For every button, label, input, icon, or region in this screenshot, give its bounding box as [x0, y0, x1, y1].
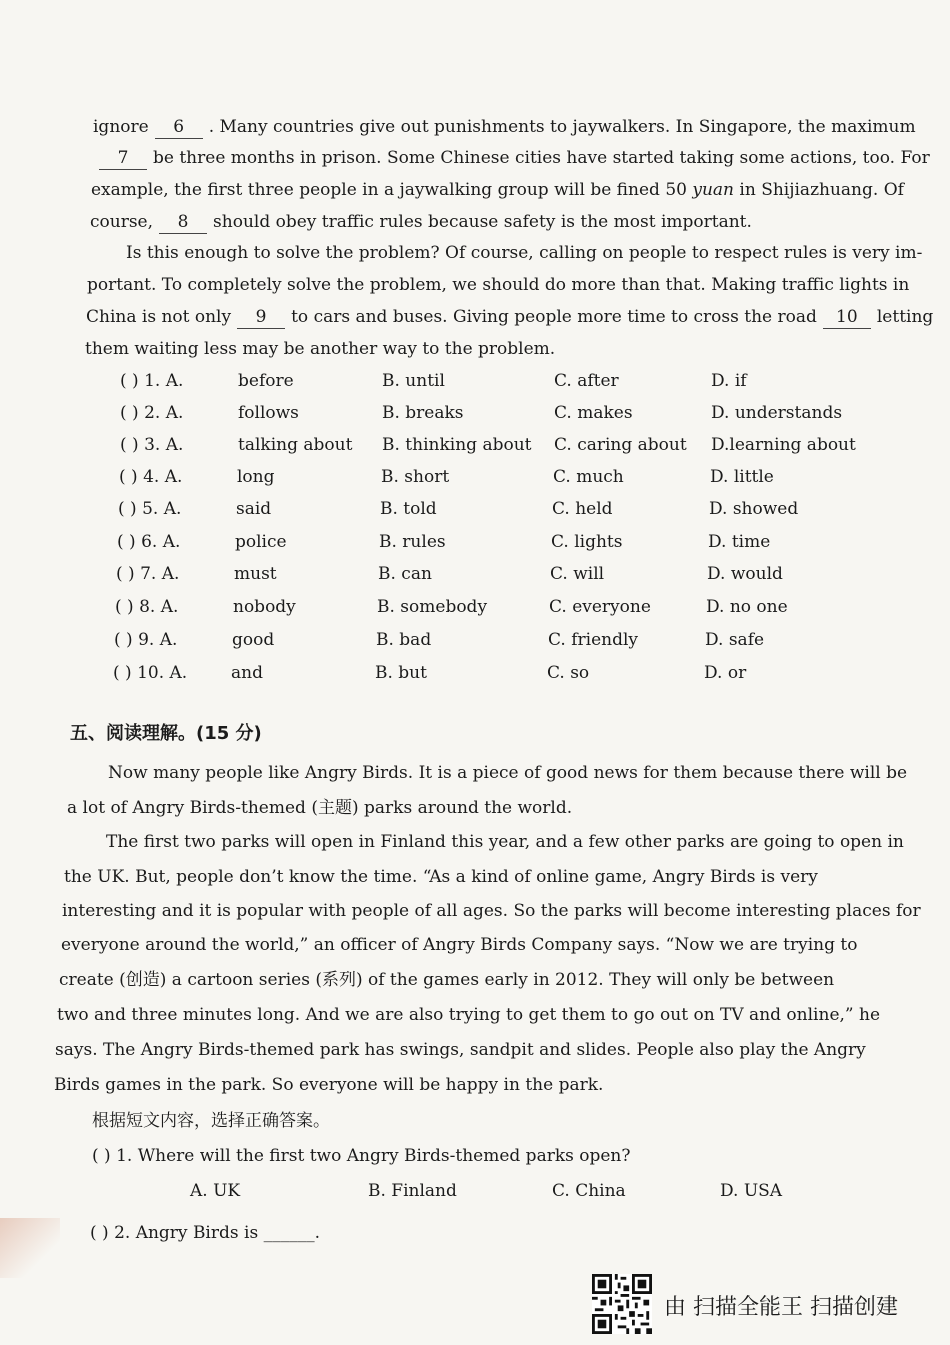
reading-line: interesting and it is popular with people of all ages. So the parks will become interesting places for — [62, 901, 921, 921]
option-row — [116, 564, 896, 588]
choice-d: D. understands — [711, 403, 843, 423]
choice-a: talking about — [238, 435, 353, 455]
question-number: ( ) 9. A. — [114, 630, 178, 650]
question-number: ( ) 7. A. — [116, 564, 180, 584]
choice-c: C. caring about — [554, 435, 687, 455]
choice-b: B. until — [382, 371, 445, 391]
text: ignore — [93, 117, 149, 137]
choice-d: D. if — [711, 371, 747, 391]
option-row — [119, 467, 899, 491]
blank-8: 8 — [159, 211, 207, 234]
option-row — [115, 597, 895, 621]
reading-line: Birds games in the park. So everyone will be happy in the park. — [54, 1075, 604, 1095]
passage-line-7 — [86, 306, 933, 329]
reading-line: the UK. But, people don’t know the time. “As a kind of online game, Angry Birds is very — [64, 867, 818, 887]
choice-d: D. safe — [705, 630, 765, 650]
choice-a: before — [238, 371, 294, 391]
choice-a: long — [237, 467, 275, 487]
scanner-watermark-text: 由 扫描全能王 扫描创建 — [664, 1295, 898, 1320]
choice-d: D. or — [704, 663, 747, 683]
choice-a: must — [234, 564, 277, 584]
text: China is not only — [86, 307, 232, 327]
option-row — [120, 371, 900, 395]
choice-a: nobody — [233, 597, 296, 617]
option-row — [118, 499, 898, 523]
choice-c: C. friendly — [548, 630, 638, 650]
choice-b: B. breaks — [382, 403, 464, 423]
text: should obey traffic rules because safety is the most important. — [213, 212, 752, 232]
option-row — [120, 435, 900, 459]
reading-line: everyone around the world,” an officer of Angry Birds Company says. “Now we are trying to — [61, 935, 858, 955]
choice-b: B. somebody — [377, 597, 488, 617]
passage-line-1 — [93, 116, 916, 139]
passage-line-2 — [93, 147, 930, 170]
text: letting — [876, 307, 934, 327]
blank-10: 10 — [823, 306, 871, 329]
text: to cars and buses. Giving people more time to cross the road — [291, 307, 817, 327]
page-corner-stain — [0, 1218, 60, 1278]
reading-line: a lot of Angry Birds-themed (主题) parks around the world. — [67, 798, 573, 818]
option-row — [120, 403, 900, 427]
choice-d: D. USA — [720, 1181, 783, 1201]
reading-line: Now many people like Angry Birds. It is a piece of good news for them because there will be — [108, 763, 908, 783]
question-number: ( ) 2. A. — [120, 403, 184, 423]
choice-b: B. told — [380, 499, 437, 519]
text: . Many countries give out punishments to jaywalkers. In Singapore, the maximum — [208, 117, 916, 137]
question-number: ( ) 1. A. — [120, 371, 184, 391]
question-1: ( ) 1. Where will the first two Angry Birds-themed parks open? — [92, 1146, 631, 1166]
choice-a: A. UK — [190, 1181, 241, 1201]
choice-c: C. much — [553, 467, 624, 487]
choice-c: C. makes — [554, 403, 633, 423]
option-row — [114, 630, 894, 654]
choice-b: B. short — [381, 467, 450, 487]
choice-d: D. showed — [709, 499, 799, 519]
passage-line-5 — [126, 242, 922, 264]
choice-c: C. after — [554, 371, 619, 391]
choice-b: B. Finland — [368, 1181, 457, 1201]
option-row — [117, 532, 897, 556]
option-row — [113, 663, 893, 687]
choice-b: B. but — [375, 663, 427, 683]
choice-d: D. no one — [706, 597, 788, 617]
choice-c: C. so — [547, 663, 590, 683]
question-number: ( ) 8. A. — [115, 597, 179, 617]
choice-b: B. can — [378, 564, 432, 584]
choice-b: B. bad — [376, 630, 432, 650]
passage-line-6 — [87, 274, 909, 296]
choice-a: good — [232, 630, 275, 650]
reading-line: says. The Angry Birds-themed park has swings, sandpit and slides. People also play the Angry — [55, 1040, 866, 1060]
qr-code-icon — [592, 1274, 652, 1334]
choice-a: follows — [238, 403, 299, 423]
question-number: ( ) 10. A. — [113, 663, 188, 683]
text: yuan — [692, 180, 734, 200]
instruction: 根据短文内容，选择正确答案。 — [92, 1111, 330, 1131]
choice-c: C. held — [552, 499, 613, 519]
section-title: 五、阅读理解。(15 分) — [70, 723, 262, 744]
text: in Shijiazhuang. Of — [739, 180, 904, 200]
choice-d: D. time — [708, 532, 771, 552]
question-number: ( ) 6. A. — [117, 532, 181, 552]
choice-d: D. little — [710, 467, 774, 487]
question-1-options — [190, 1181, 950, 1205]
question-number: ( ) 4. A. — [119, 467, 183, 487]
choice-c: C. China — [552, 1181, 626, 1201]
passage-line-4 — [90, 211, 752, 234]
question-number: ( ) 5. A. — [118, 499, 182, 519]
text: them waiting less may be another way to the problem. — [85, 339, 556, 359]
reading-line: two and three minutes long. And we are also trying to get them to go out on TV and online,” he — [57, 1005, 881, 1025]
text: be three months in prison. Some Chinese cities have started taking some actions, too. For — [153, 148, 930, 168]
choice-d: D.learning about — [711, 435, 856, 455]
passage-line-8 — [85, 338, 555, 360]
reading-line: The first two parks will open in Finland this year, and a few other parks are going to open in — [106, 832, 904, 852]
choice-a: and — [231, 663, 263, 683]
passage-line-3 — [91, 179, 904, 201]
reading-line: create (创造) a cartoon series (系列) of the games early in 2012. They will only be between — [59, 970, 835, 990]
text: Is this enough to solve the problem? Of course, calling on people to respect rules is very im- — [126, 243, 923, 263]
text: example, the first three people in a jaywalking group will be fined 50 — [91, 180, 687, 200]
text: course, — [90, 212, 154, 232]
choice-c: C. everyone — [549, 597, 651, 617]
choice-b: B. thinking about — [382, 435, 532, 455]
choice-c: C. lights — [551, 532, 623, 552]
blank-7: 7 — [99, 147, 147, 170]
choice-c: C. will — [550, 564, 605, 584]
choice-d: D. would — [707, 564, 783, 584]
text: portant. To completely solve the problem, we should do more than that. Making traffic lights in — [87, 275, 910, 295]
choice-b: B. rules — [379, 532, 446, 552]
question-2: ( ) 2. Angry Birds is ______. — [90, 1223, 320, 1243]
choice-a: police — [235, 532, 287, 552]
question-number: ( ) 3. A. — [120, 435, 184, 455]
blank-6: 6 — [155, 116, 203, 139]
blank-9: 9 — [237, 306, 285, 329]
choice-a: said — [236, 499, 272, 519]
